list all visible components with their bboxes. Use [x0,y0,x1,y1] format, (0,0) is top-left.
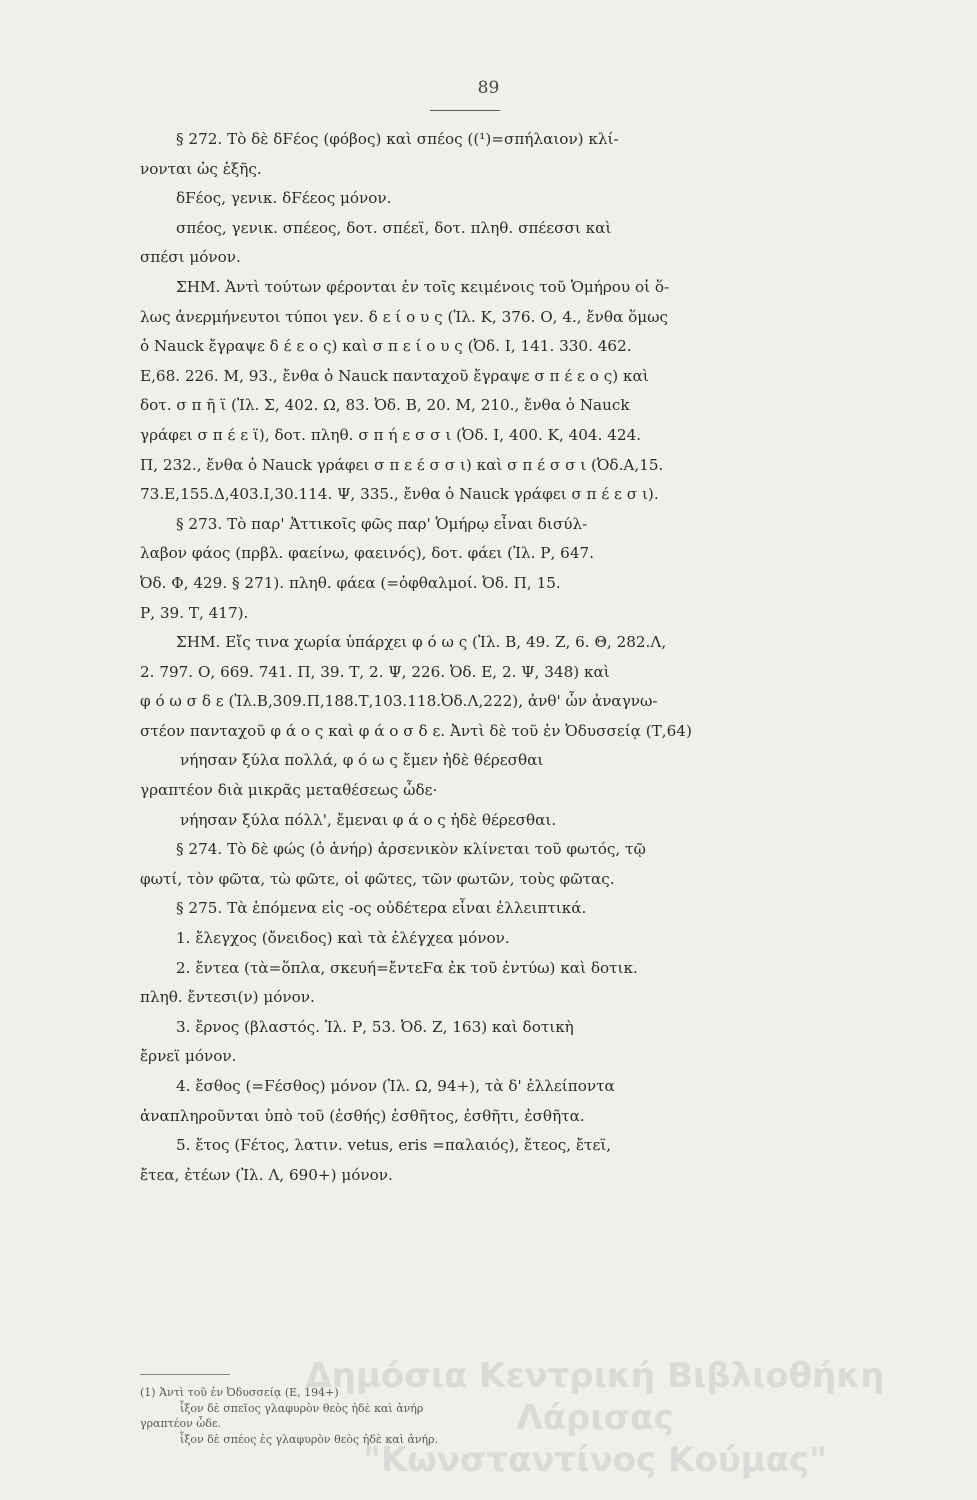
text-line: ΣΗΜ. Εἴς τινα χωρία ὑπάρχει φ ό ω ς (Ἰλ. Β, 49. Ζ, 6. Θ, 282.Λ, [176,633,667,652]
library-watermark [225,1355,965,1481]
text-line: σπέσι μόνον. [140,248,241,267]
text-line: νήησαν ξύλα πόλλ', ἔμεναι φ ά ο ς ἠδὲ θέρεσθαι. [180,810,557,829]
header-rule [430,110,500,111]
watermark-line-1: Δημόσια Κεντρική Βιβλιοθήκη Λάρισας [305,1356,885,1438]
text-line: § 273. Τὸ παρ' Ἀττικοῖς φῶς παρ' Ὁμήρῳ εἶναι δισύλ- [176,514,588,533]
text-line: Ρ, 39. Τ, 417). [140,603,249,622]
text-line: σπέος, γενικ. σπέεος, δοτ. σπέεϊ, δοτ. πληθ. σπέεσσι καὶ [176,218,612,237]
text-line: ἀναπληροῦνται ὑπὸ τοῦ (ἐσθής) ἐσθῆτος, ἐσθῆτι, ἐσθῆτα. [140,1106,585,1125]
text-line: 3. ἔρνος (βλαστός. Ἰλ. Ρ, 53. Ὀδ. Ζ, 163) καὶ δοτικὴ [176,1017,574,1036]
text-line: Π, 232., ἔνθα ὁ Nauck γράφει σ π ε έ σ σ ι) καὶ σ π έ σ σ ι (Ὀδ.Α,15. [140,455,664,474]
text-line: ἔτεα, ἐτέων (Ἰλ. Λ, 690+) μόνον. [140,1165,393,1184]
text-line: γράφει σ π έ ε ϊ), δοτ. πληθ. σ π ή ε σ σ ι (Ὀδ. Ι, 400. Κ, 404. 424. [140,425,642,444]
text-line: φωτί, τὸν φῶτα, τὼ φῶτε, οἱ φῶτες, τῶν φωτῶν, τοὺς φῶτας. [140,869,615,888]
text-line: πληθ. ἔντεσι(ν) μόνον. [140,988,315,1007]
text-line: νονται ὡς ἑξῆς. [140,159,262,178]
footnote-rule [140,1374,230,1375]
text-line: στέον πανταχοῦ φ ά ο ς καὶ φ ά ο σ δ ε. Ἀντὶ δὲ τοῦ ἐν Ὀδυσσείᾳ (Τ,64) [140,721,692,740]
watermark-line-2: "Κωνσταντίνος Κούμας" [363,1440,827,1480]
page-number: 89 [477,78,500,98]
text-line: 5. ἔτος (Ϝέτος, λατιν. vetus, eris =παλαιός), ἔτεος, ἔτεϊ, [176,1136,612,1155]
text-line: νήησαν ξύλα πολλά, φ ό ω ς ἔμεν ἠδὲ θέρεσθαι [180,751,544,770]
footnote-line: (1) Ἀντὶ τοῦ ἐν Ὀδυσσείᾳ (Ε, 194+) [140,1386,339,1399]
text-line: δϜέος, γενικ. δϜέεος μόνον. [176,189,392,208]
body-text [140,125,840,1190]
footnote-line: γραπτέον ὧδε. [140,1417,222,1430]
text-line: λως ἀνερμήνευτοι τύποι γεν. δ ε ί ο υ ς (Ἰλ. Κ, 376. Ο, 4., ἔνθα ὅμως [140,307,668,326]
text-line: 2. 797. Ο, 669. 741. Π, 39. Τ, 2. Ψ, 226. Ὀδ. Ε, 2. Ψ, 348) καὶ [140,662,610,681]
text-line: λαβον φάος (πρβλ. φαείνω, φαεινός), δοτ. φάει (Ἰλ. Ρ, 647. [140,544,594,563]
text-line: ὁ Nauck ἔγραψε δ έ ε ο ς) καὶ σ π ε ί ο υ ς (Ὀδ. Ι, 141. 330. 462. [140,337,632,356]
text-line: δοτ. σ π ῆ ϊ (Ἰλ. Σ, 402. Ω, 83. Ὀδ. Β, 20. Μ, 210., ἔνθα ὁ Nauck [140,396,630,415]
text-line: Ὀδ. Φ, 429. § 271). πληθ. φάεα (=ὀφθαλμοί. Ὀδ. Π, 15. [140,573,561,592]
text-line: 2. ἔντεα (τὰ=ὅπλα, σκευή=ἔντεϜα ἐκ τοῦ ἐντύω) καὶ δοτικ. [176,958,638,977]
footnote-line: ἶξον δὲ σπεῖος γλαφυρὸν θεὸς ἠδὲ καὶ ἀνήρ [180,1401,424,1415]
text-line: § 274. Τὸ δὲ φώς (ὁ ἀνήρ) ἀρσενικὸν κλίνεται τοῦ φωτός, τῷ [176,840,646,859]
text-line: § 272. Τὸ δὲ δϜέος (φόβος) καὶ σπέος ((¹)=σπήλαιον) κλί- [176,130,619,148]
text-line: ΣΗΜ. Ἀντὶ τούτων φέρονται ἐν τοῖς κειμένοις τοῦ Ὁμήρου οἱ ὅ- [176,277,670,296]
text-line: Ε,68. 226. Μ, 93., ἔνθα ὁ Nauck πανταχοῦ ἔγραψε σ π έ ε ο ς) καὶ [140,366,649,385]
footnote-line: ἶξον δὲ σπέος ἐς γλαφυρὸν θεὸς ἠδὲ καὶ ἀνήρ. [180,1432,439,1446]
text-line: § 275. Τὰ ἑπόμενα εἰς -ος οὐδέτερα εἶναι ἐλλειπτικά. [176,899,587,918]
text-line: 73.Ε,155.Δ,403.Ι,30.114. Ψ, 335., ἔνθα ὁ Nauck γράφει σ π έ ε σ ι). [140,485,659,504]
text-line: γραπτέον διὰ μικρᾶς μεταθέσεως ὧδε· [140,781,438,800]
text-line: 1. ἔλεγχος (ὄνειδος) καὶ τὰ ἐλέγχεα μόνον. [176,929,510,948]
text-line: ἔρνεϊ μόνον. [140,1047,237,1066]
text-line: φ ό ω σ δ ε (Ἰλ.Β,309.Π,188.Τ,103.118.Ὀδ.Λ,222), ἀνθ' ὧν ἀναγνω- [140,692,658,711]
text-line: 4. ἔσθος (=Ϝέσθος) μόνον (Ἰλ. Ω, 94+), τὰ δ' ἐλλείποντα [176,1077,615,1095]
